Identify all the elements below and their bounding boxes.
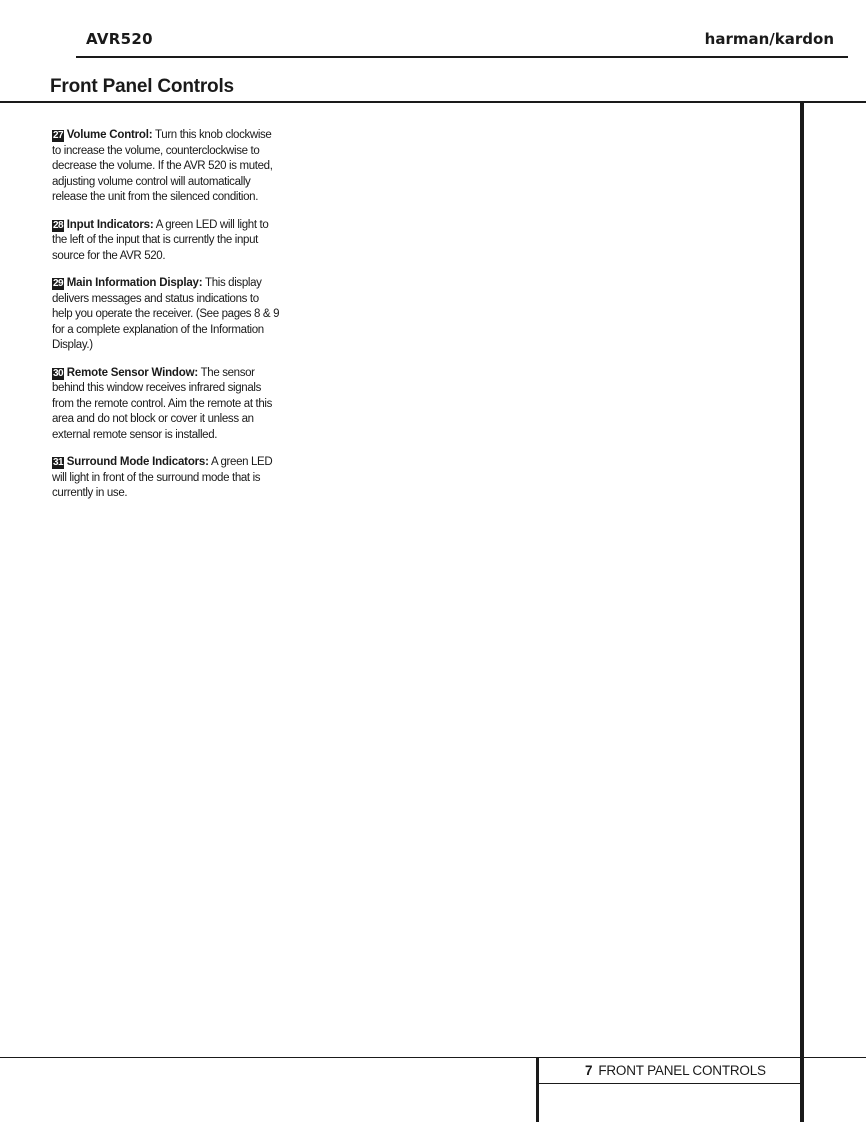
item-label: Volume Control: xyxy=(66,129,153,141)
footer-label xyxy=(585,1063,766,1078)
item-label: Surround Mode Indicators: xyxy=(66,456,209,468)
item-label: Input Indicators: xyxy=(66,218,154,231)
item-number-badge: 27 xyxy=(53,130,63,141)
item-number-badge: 31 xyxy=(53,457,63,468)
list-item-volume-control xyxy=(52,128,280,206)
item-label: Main Information Display: xyxy=(66,277,203,289)
item-label: Remote Sensor Window: xyxy=(66,366,198,379)
footer-divider xyxy=(0,1057,866,1058)
list-item-surround-mode-indicators xyxy=(52,455,280,502)
footer-section-name: FRONT PANEL CONTROLS xyxy=(598,1063,766,1078)
footer-underline xyxy=(536,1083,802,1084)
item-description: The sensor behind this window receives infrared signals from the remote control. Aim the remote at this area and do not block or cover it unless an external remote sensor is installed. xyxy=(52,366,273,441)
list-item-remote-sensor-window xyxy=(52,366,280,444)
item-number-badge: 29 xyxy=(53,278,63,289)
content-column xyxy=(52,128,280,514)
item-number-badge: 28 xyxy=(53,219,63,231)
item-description: A green LED will light in front of the surround mode that is currently in use. xyxy=(52,456,273,499)
item-description: This display delivers messages and status indications to help you operate the receiver. (See pages 8 & 9 for a complete explanation of the Information Display.) xyxy=(52,277,280,351)
right-margin-rule xyxy=(800,101,804,1122)
list-item-input-indicators xyxy=(52,218,280,265)
title-divider xyxy=(0,101,866,103)
brand-logo: harman/kardon xyxy=(704,30,834,48)
item-description: Turn this knob clockwise to increase the volume, counterclockwise to decrease the volume. If the AVR 520 is muted, adjusting volume control will automatically release the unit from the silenced condition. xyxy=(52,129,273,203)
page-number: 7 xyxy=(585,1063,593,1078)
footer-vertical-rule xyxy=(536,1058,539,1122)
item-number-badge: 30 xyxy=(53,367,63,379)
model-name: AVR520 xyxy=(86,30,153,48)
header-divider xyxy=(76,56,848,58)
list-item-main-information-display xyxy=(52,276,280,354)
page-title: Front Panel Controls xyxy=(50,76,234,97)
item-description: A green LED will light to the left of the input that is currently the input source for the AVR 520. xyxy=(52,218,269,262)
